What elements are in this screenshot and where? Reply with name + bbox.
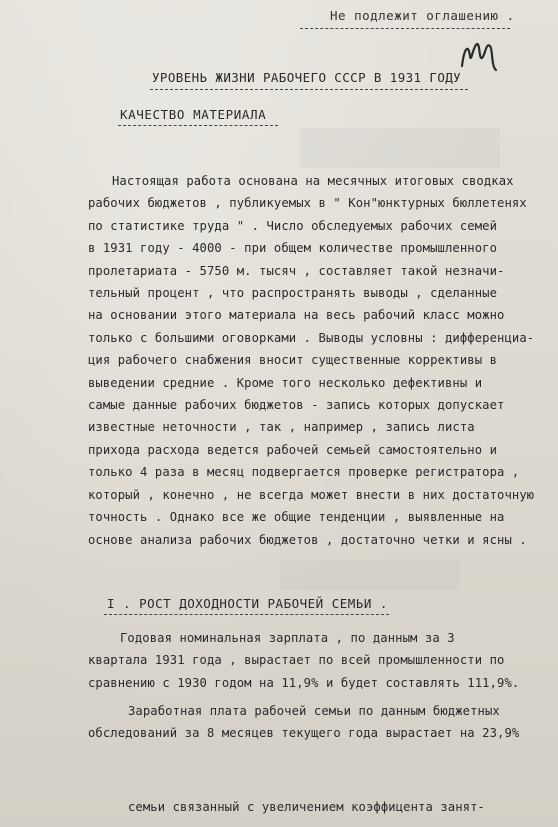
text-line: только с большими оговорками . Выводы условны : дифференциа- [88, 330, 535, 345]
section-heading-underline [104, 614, 389, 615]
classification-stamp: Не подлежит оглашению . [330, 8, 515, 23]
text-line: сравнению с 1930 годом на 11,9% и будет составлять 111,9%. [88, 675, 520, 690]
section-heading-income-growth: I . РОСТ ДОХОДНОСТИ РАБОЧЕЙ СЕМЬИ . [107, 596, 388, 611]
text-line: на основании этого материала на весь рабочий класс можно [88, 308, 505, 323]
text-line: обследований за 8 месяцев текущего года вырастает на 23,9% [88, 726, 520, 741]
text-line: Заработная плата рабочей семьи по данным бюджетных [128, 704, 500, 718]
text-line: прихода расхода ведется рабочей семьей самостоятельно и [88, 442, 498, 457]
text-line: тельный процент , что распространять выводы , сделанные [88, 286, 498, 301]
text-line: самые данные рабочих бюджетов - запись которых допускает [88, 398, 505, 413]
text-line: известные неточности , так , например , запись листа [88, 420, 475, 435]
text-line: квартала 1931 года , вырастает по всей промышленности по [88, 653, 505, 668]
text-line: который , конечно , не всегда может внести в них достаточную [88, 487, 535, 502]
page-title: УРОВЕНЬ ЖИЗНИ РАБОЧЕГО СССР В 1931 ГОДУ [152, 70, 462, 85]
bleed-through-shadow [300, 128, 500, 168]
text-line: ция рабочего снабжения вносит существенные коррективы в [88, 353, 498, 368]
title-underline [150, 89, 468, 90]
text-line: только 4 раза в месяц подвергается проверке регистратора , [88, 465, 520, 480]
text-line: по статистике труда " . Число обследуемых рабочих семей [88, 218, 498, 233]
handwritten-mark-icon [458, 36, 500, 74]
text-line: основе анализа рабочих бюджетов , достаточно четки и ясны . [88, 532, 527, 547]
text-line: рабочих бюджетов , публикуемых в " Кон"юнктурных бюллетенях [88, 196, 527, 211]
text-line: точность . Однако все же общие тенденции , выявленные на [88, 510, 505, 525]
text-line: выведении средние . Кроме того несколько дефективны и [88, 375, 483, 390]
text-line: семьи связанный с увеличением коэффицента занят- [128, 800, 485, 814]
section-heading-quality: КАЧЕСТВО МАТЕРИАЛА [120, 107, 267, 122]
text-line: Годовая номинальная зарплата , по данным за 3 [120, 631, 455, 645]
text-line: пролетариата - 5750 м. тысяч , составляет такой незначи- [88, 263, 505, 278]
stamp-underline [300, 28, 510, 29]
paragraph-material [88, 170, 548, 551]
paragraph-nominal-wage [88, 627, 548, 694]
text-line: Настоящая работа основана на месячных итоговых сводках [112, 174, 514, 188]
bleed-through-shadow [280, 560, 460, 590]
section-heading-underline [118, 125, 278, 126]
paragraph-family-wage [88, 700, 548, 745]
text-line: в 1931 году - 4000 - при общем количестве промышленного [88, 241, 498, 256]
paragraph-fragment [88, 796, 548, 818]
